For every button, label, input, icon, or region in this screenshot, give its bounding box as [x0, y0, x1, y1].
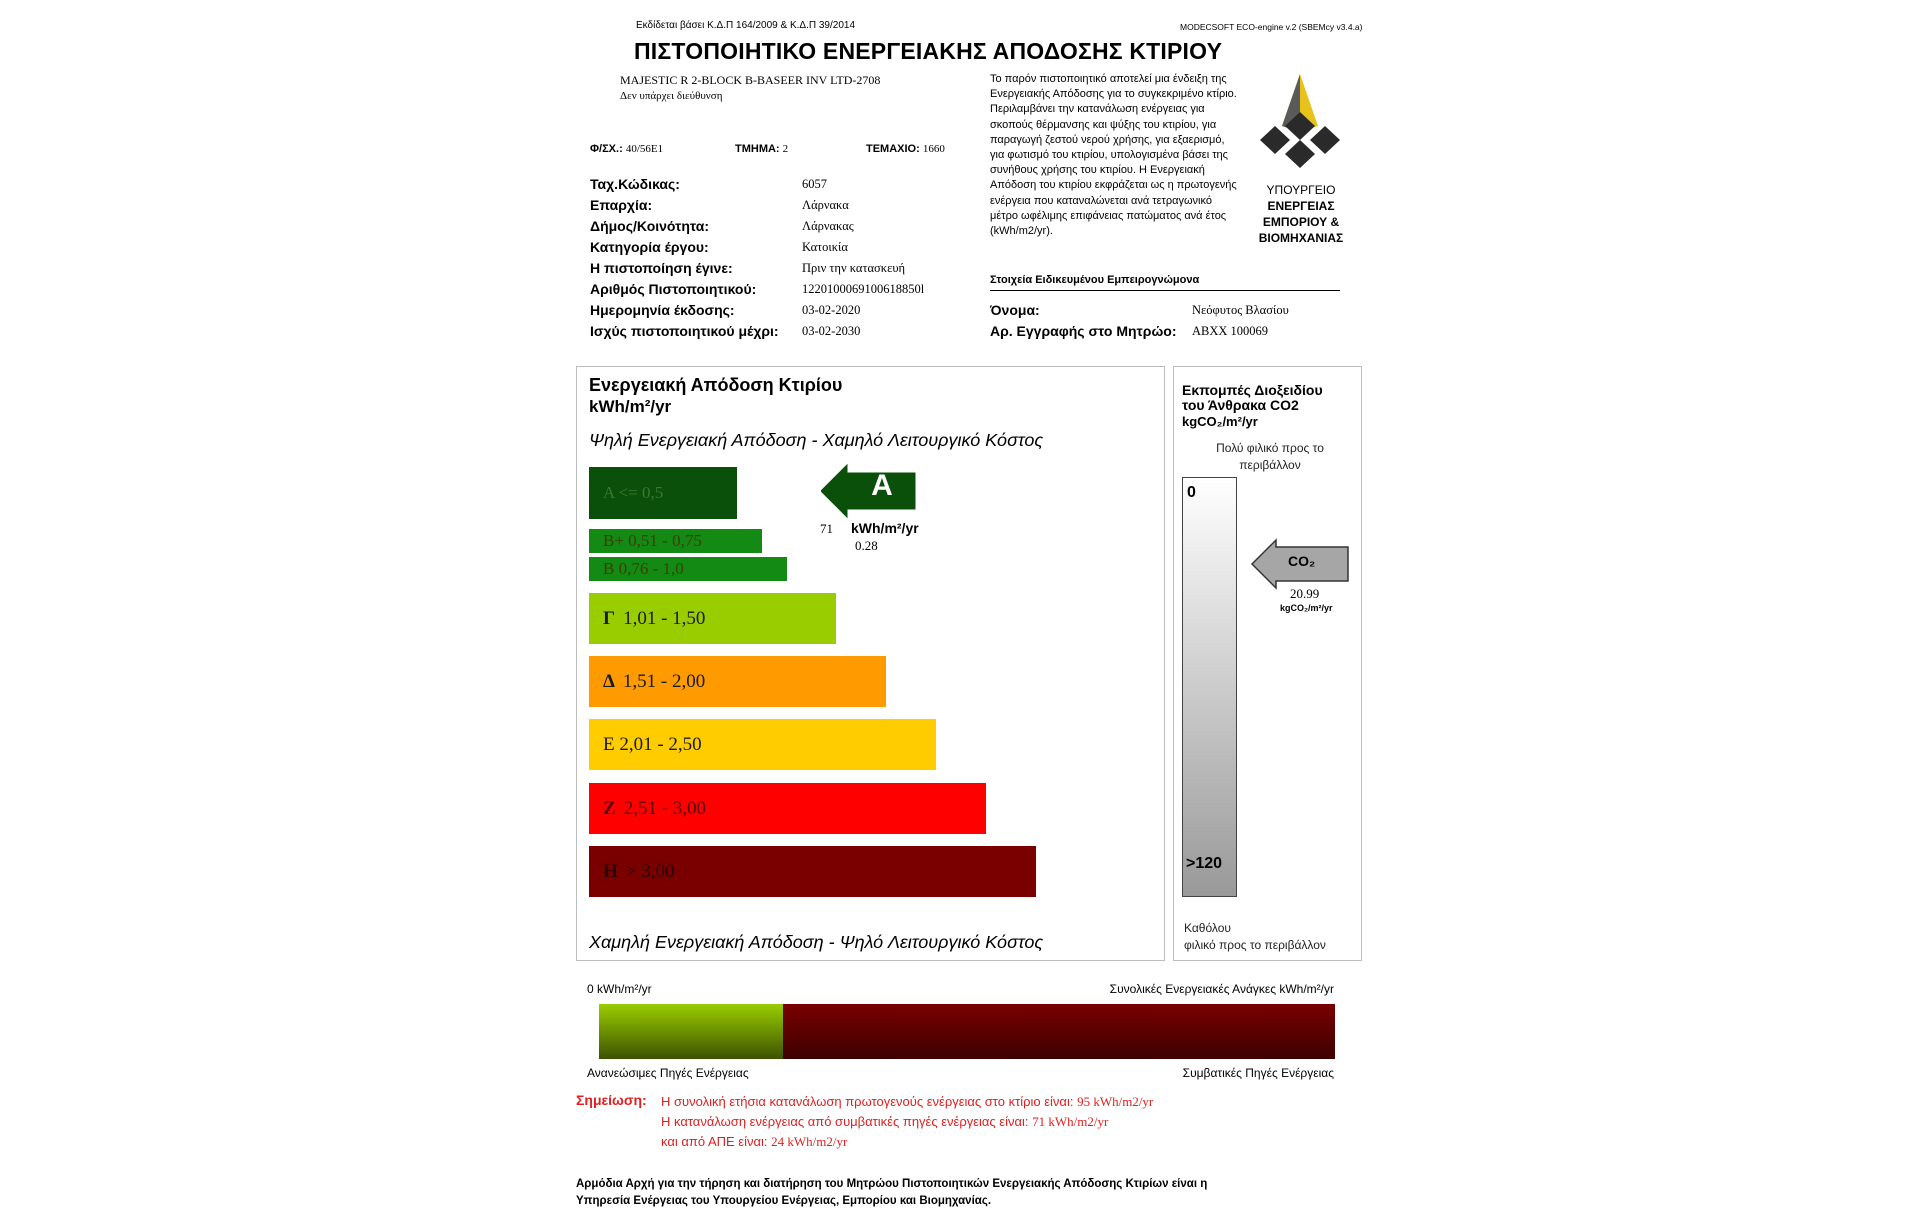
ministry-line3: ΕΜΠΟΡΙΟΥ & — [1262, 215, 1340, 229]
registry-sheet — [590, 143, 663, 155]
detail-row — [590, 323, 970, 344]
registry-section — [735, 143, 788, 155]
detail-value: Λάρνακα — [802, 198, 849, 212]
renewable-share-bar — [599, 1004, 783, 1059]
expert-name-label: Όνομα: — [990, 302, 1040, 318]
band-d-text: 1,51 - 2,00 — [622, 670, 706, 692]
registry-plot-value: 1660 — [922, 143, 945, 155]
ministry-logo-icon — [1245, 74, 1355, 174]
conventional-share-bar — [783, 1004, 1335, 1059]
note-line2 — [661, 1112, 1153, 1132]
detail-row — [590, 218, 970, 239]
detail-label: Επαρχία: — [590, 197, 653, 213]
band-e — [589, 719, 936, 770]
detail-label: Δήμος/Κοινότητα: — [590, 218, 710, 234]
issued-under-text: Εκδίδεται βάσει Κ.Δ.Π 164/2009 & Κ.Δ.Π 39/2014 — [636, 20, 856, 31]
energy-needs-bar — [599, 1004, 1335, 1059]
needs-right-label: Συνολικές Ενεργειακές Ανάγκες kWh/m²/yr — [1109, 982, 1334, 996]
registry-section-value: 2 — [782, 143, 789, 155]
footer-authority — [576, 1176, 1207, 1210]
expert-reg-label: Αρ. Εγγραφής στο Μητρώο: — [990, 323, 1177, 339]
note-line3 — [661, 1132, 1153, 1152]
detail-row — [590, 197, 970, 218]
registry-sheet-value: 40/56E1 — [625, 143, 664, 155]
building-name: MAJESTIC R 2-BLOCK B-BASEER INV LTD-2708 — [620, 73, 881, 87]
ministry-line2: ΕΝΕΡΓΕΙΑΣ — [1267, 199, 1335, 213]
band-h-text: > 3,00 — [625, 860, 675, 882]
band-g-text: 1,01 - 1,50 — [623, 607, 706, 629]
band-g — [589, 593, 836, 644]
detail-value: 6057 — [802, 177, 827, 191]
band-z-letter: Ζ — [603, 797, 616, 819]
rating-letter: A — [871, 469, 893, 502]
co2-title — [1182, 383, 1323, 413]
software-version: MODECSOFT ECO-engine v.2 (SBEMcy v3.4.a) — [1180, 22, 1363, 32]
co2-title-line2: του Άνθρακα CO2 — [1182, 397, 1299, 413]
energy-rating-panel — [576, 366, 1165, 961]
detail-label: Κατηγορία έργου: — [590, 239, 709, 255]
detail-row — [590, 239, 970, 260]
registry-sheet-label: Φ/ΣΧ.: — [590, 143, 623, 155]
notes-body — [661, 1092, 1153, 1152]
band-d — [589, 656, 886, 707]
detail-row — [590, 302, 970, 323]
band-d-letter: Δ — [603, 670, 615, 692]
detail-row — [590, 281, 970, 302]
renewable-label: Ανανεώσιμες Πηγές Ενέργειας — [587, 1066, 749, 1080]
detail-label: Ημερομηνία έκδοσης: — [590, 302, 735, 318]
details-table — [590, 176, 970, 344]
co2-marker-label: CO₂ — [1288, 553, 1316, 569]
band-g-letter: Γ — [603, 607, 616, 629]
note-line2-value: 71 kWh/m2/yr — [1032, 1114, 1109, 1129]
co2-value: 20.99 — [1290, 586, 1320, 601]
note-line3-text: και από ΑΠΕ είναι: — [661, 1134, 768, 1149]
co2-scale-top: 0 — [1187, 484, 1196, 501]
note-line1-value: 95 kWh/m2/yr — [1077, 1094, 1154, 1109]
note-line1-text: Η συνολική ετήσια κατανάλωση πρωτογενούς ενέργειας στο κτίριο είναι: — [661, 1094, 1074, 1109]
energy-unit: kWh/m²/yr — [589, 397, 672, 416]
band-e-text: E 2,01 - 2,50 — [603, 733, 702, 755]
band-a-text: A <= 0,5 — [603, 483, 664, 502]
detail-row — [590, 176, 970, 197]
note-line3-value: 24 kWh/m2/yr — [771, 1134, 848, 1149]
registry-plot-label: ΤΕΜΑΧΙΟ: — [866, 143, 920, 155]
detail-label: Ισχύς πιστοποιητικού μέχρι: — [590, 323, 779, 339]
detail-label: Ταχ.Κώδικας: — [590, 176, 680, 192]
co2-unfriendly-line1: Καθόλου — [1184, 921, 1231, 935]
rating-unit: kWh/m²/yr — [851, 520, 919, 536]
conventional-label: Συμβατικές Πηγές Ενέργειας — [1182, 1066, 1334, 1080]
co2-unfriendly-text — [1184, 920, 1326, 954]
certificate-description: Το παρόν πιστοποιητικό αποτελεί μια ένδειξη της Ενεργειακής Απόδοσης για το συγκεκριμένο κτίριο. Περιλαμβάνει την κατανάλωση ενέργειας για σκοπούς θέρμανσης και ψύξης του κτιρίου, για παραγωγή ζεστού νερού χρήσης, για εξαερισμό, για φωτισμό του κτιρίου, υπολογισμένα βάσει της συνήθους χρήσης του κτιρίου. Η Ενεργειακή Απόδοση του κτιρίου εκφράζεται ως η πρωτογενής ενέργεια που καταναλώνεται ανά τετραγωνικό μέτρο ωφέλιμης επιφάνειας πατώματος ανά έτος (kWh/m2/yr). — [990, 73, 1237, 238]
registry-section-label: ΤΜΗΜΑ: — [735, 143, 780, 155]
detail-value: 1220100069100618850l — [802, 282, 925, 296]
band-b-plus — [589, 529, 762, 553]
detail-value: 03-02-2020 — [802, 303, 861, 317]
co2-title-line1: Εκπομπές Διοξειδίου — [1182, 382, 1323, 398]
band-z-text: 2,51 - 3,00 — [623, 797, 707, 819]
band-b-plus-text: B+ 0,51 - 0,75 — [603, 531, 702, 550]
expert-reg-value: ABXX 100069 — [1192, 324, 1269, 338]
note-line1 — [661, 1092, 1153, 1112]
band-h-letter: Η — [603, 860, 618, 882]
detail-value: Κατοικία — [802, 240, 848, 254]
detail-row — [590, 260, 970, 281]
co2-scale-bar — [1182, 477, 1237, 897]
co2-unit: kgCO₂/m²/yr — [1182, 414, 1258, 429]
detail-value: 03-02-2030 — [802, 324, 861, 338]
high-efficiency-label: Ψηλή Ενεργειακή Απόδοση - Χαμηλό Λειτουργικό Κόστος — [589, 430, 1044, 450]
band-b — [589, 557, 787, 581]
note-line2-text: Η κατανάλωση ενέργειας από συμβατικές πηγές ενέργειας είναι: — [661, 1114, 1029, 1129]
co2-scale-bottom: >120 — [1186, 855, 1223, 872]
co2-panel — [1173, 366, 1362, 961]
low-efficiency-label: Χαμηλή Ενεργειακή Απόδοση - Ψηλό Λειτουργικό Κόστος — [589, 932, 1044, 952]
footer-line1: Αρμόδια Αρχή για την τήρηση και διατήρηση του Μητρώου Πιστοποιητικών Ενεργειακής Απόδοσης Κτιρίων είναι η — [576, 1178, 1208, 1190]
band-h — [589, 846, 1036, 897]
registry-plot — [866, 143, 945, 155]
co2-friendly-text: Πολύ φιλικό προς το περιβάλλον — [1216, 441, 1324, 472]
co2-unfriendly-line2: φιλικό προς το περιβάλλον — [1184, 938, 1326, 952]
co2-value-unit: kgCO₂/m²/yr — [1280, 603, 1333, 613]
band-b-text: B 0,76 - 1,0 — [603, 559, 684, 578]
certificate-title: ΠΙΣΤΟΠΟΙΗΤΙΚΟ ΕΝΕΡΓΕΙΑΚΗΣ ΑΠΟΔΟΣΗΣ ΚΤΙΡΙΟΥ — [634, 38, 1223, 64]
detail-label: Αριθμός Πιστοποιητικού: — [590, 281, 757, 297]
rating-value: 71 — [820, 521, 833, 536]
detail-label: Η πιστοποίηση έγινε: — [590, 260, 733, 276]
ministry-line4: ΒΙΟΜΗΧΑΝΙΑΣ — [1258, 231, 1344, 245]
expert-name-value: Νεόφυτος Βλασίου — [1192, 303, 1289, 317]
band-z — [589, 783, 986, 834]
ministry-name — [1245, 182, 1357, 246]
rating-ratio: 0.28 — [855, 538, 878, 553]
detail-value: Πριν την κατασκευή — [802, 261, 906, 275]
ministry-line1: ΥΠΟΥΡΓΕΙΟ — [1266, 183, 1336, 197]
band-a — [589, 467, 737, 519]
footer-line2: Υπηρεσία Ενέργειας του Υπουργείου Ενέργειας, Εμπορίου και Βιομηχανίας. — [576, 1195, 992, 1207]
detail-value: Λάρνακας — [802, 219, 854, 233]
energy-title: Ενεργειακή Απόδοση Κτιρίου — [589, 375, 843, 395]
notes-heading: Σημείωση: — [576, 1092, 647, 1108]
building-address: Δεν υπάρχει διεύθυνση — [620, 90, 723, 102]
expert-heading: Στοιχεία Ειδικευμένου Εμπειρογνώμονα — [990, 274, 1340, 291]
needs-left-label: 0 kWh/m²/yr — [587, 982, 652, 996]
